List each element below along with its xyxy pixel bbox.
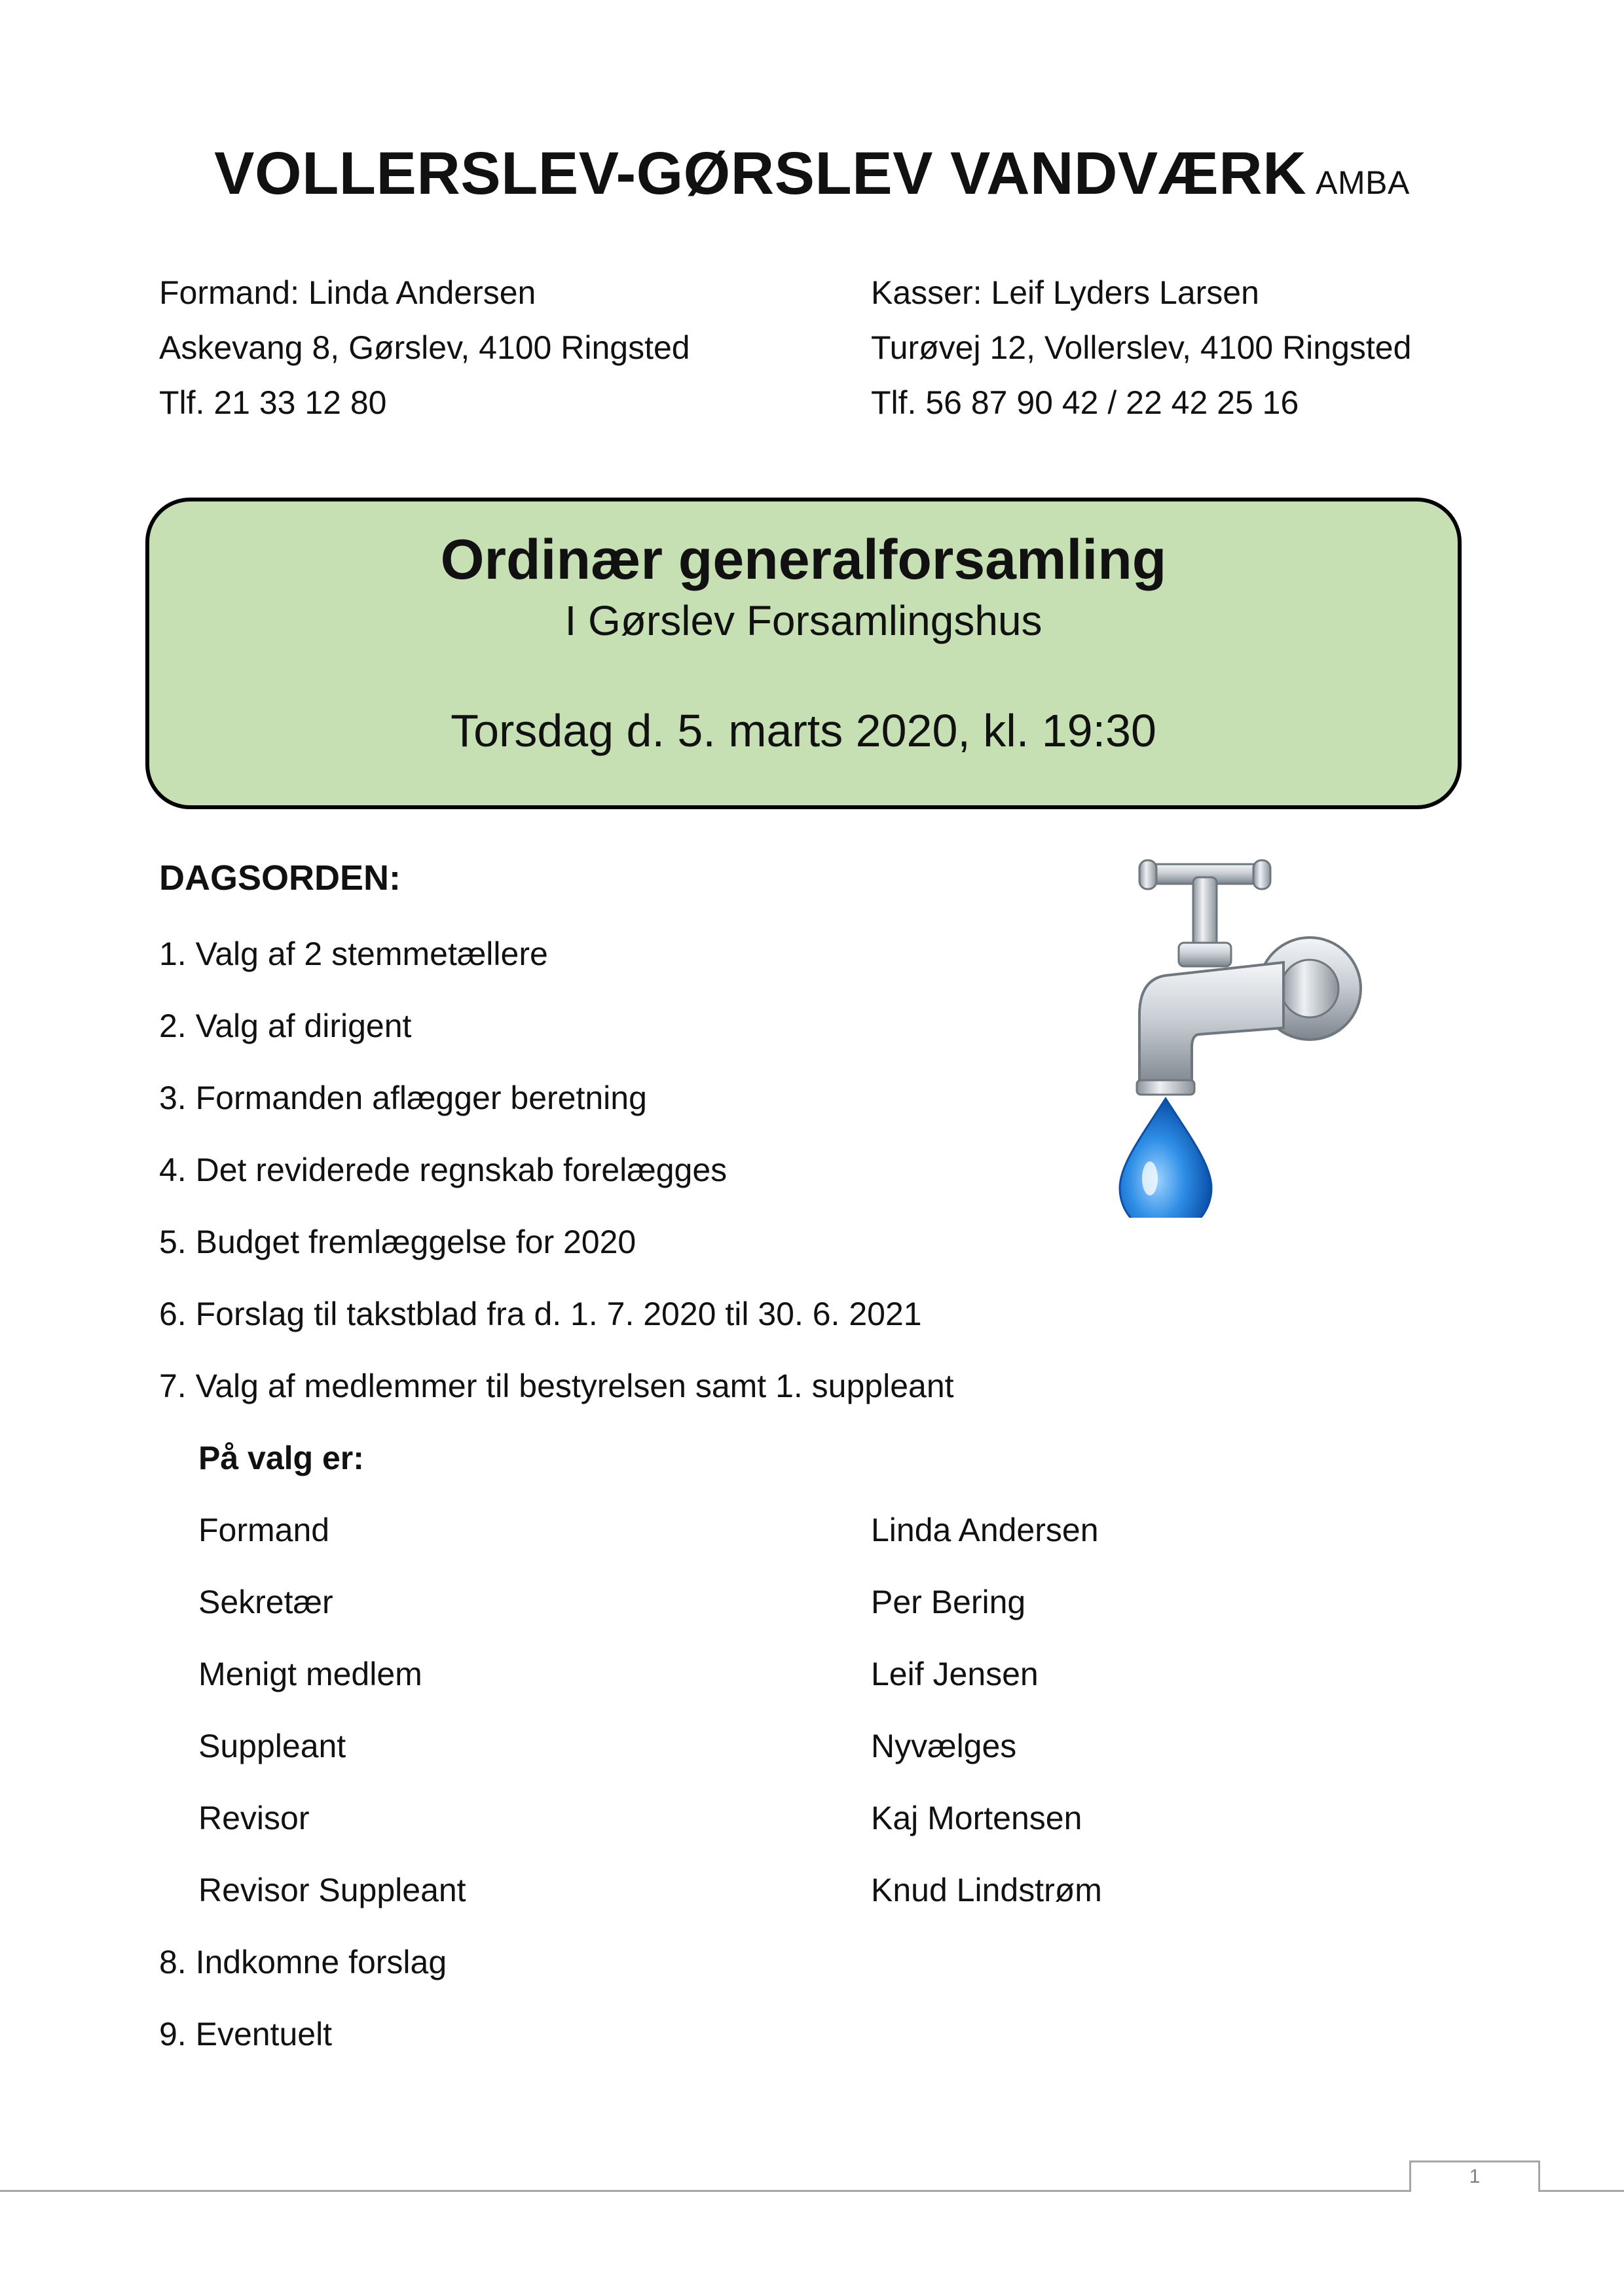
election-role: Sekretær — [198, 1584, 333, 1620]
chairman-address: Askevang 8, Gørslev, 4100 Ringsted — [159, 329, 690, 366]
agenda-heading: DAGSORDEN: — [159, 858, 401, 898]
election-role: Revisor — [198, 1800, 310, 1836]
organization-type: AMBA — [1316, 164, 1410, 201]
page-number: 1 — [1469, 2166, 1481, 2187]
election-candidate: Kaj Mortensen — [871, 1800, 1082, 1836]
election-candidate: Knud Lindstrøm — [871, 1872, 1102, 1908]
election-candidate: Nyvælges — [871, 1728, 1017, 1764]
organization-name: VOLLERSLEV-GØRSLEV VANDVÆRK — [214, 140, 1307, 207]
agenda-item: 2. Valg af dirigent — [159, 1008, 412, 1044]
agenda-item: 4. Det reviderede regnskab forelægges — [159, 1152, 728, 1188]
treasurer-contact — [871, 265, 1411, 430]
water-tap-icon — [1087, 851, 1369, 1218]
election-candidate: Leif Jensen — [871, 1656, 1039, 1692]
agenda-item: 8. Indkomne forslag — [159, 1944, 447, 1980]
treasurer-phone: Tlf. 56 87 90 42 / 22 42 25 16 — [871, 384, 1299, 421]
agenda-item: 5. Budget fremlæggelse for 2020 — [159, 1224, 637, 1260]
election-role: Menigt medlem — [198, 1656, 422, 1692]
footer-rule — [0, 2190, 1624, 2192]
agenda-item: 6. Forslag til takstblad fra d. 1. 7. 2020 til 30. 6. 2021 — [159, 1296, 922, 1332]
election-candidate: Linda Andersen — [871, 1512, 1099, 1548]
agenda-item: 9. Eventuelt — [159, 2016, 333, 2052]
meeting-venue: I Gørslev Forsamlingshus — [564, 597, 1043, 644]
meeting-date: Torsdag d. 5. marts 2020, kl. 19:30 — [451, 705, 1156, 756]
agenda-item: 7. Valg af medlemmer til bestyrelsen samt 1. suppleant — [159, 1368, 954, 1404]
treasurer-address: Turøvej 12, Vollerslev, 4100 Ringsted — [871, 329, 1412, 366]
election-role: Formand — [198, 1512, 330, 1548]
chairman-name: Formand: Linda Andersen — [159, 274, 536, 311]
chairman-contact — [159, 265, 690, 430]
election-heading: På valg er: — [198, 1440, 364, 1476]
meeting-banner — [145, 498, 1462, 809]
election-candidate: Per Bering — [871, 1584, 1026, 1620]
agenda-item: 1. Valg af 2 stemmetællere — [159, 936, 548, 972]
chairman-phone: Tlf. 21 33 12 80 — [159, 384, 387, 421]
election-role: Revisor Suppleant — [198, 1872, 466, 1908]
election-role: Suppleant — [198, 1728, 346, 1764]
treasurer-name: Kasser: Leif Lyders Larsen — [871, 274, 1259, 311]
agenda-item: 3. Formanden aflægger beretning — [159, 1080, 647, 1116]
document-title — [0, 141, 1624, 207]
meeting-title: Ordinær generalforsamling — [440, 528, 1167, 591]
